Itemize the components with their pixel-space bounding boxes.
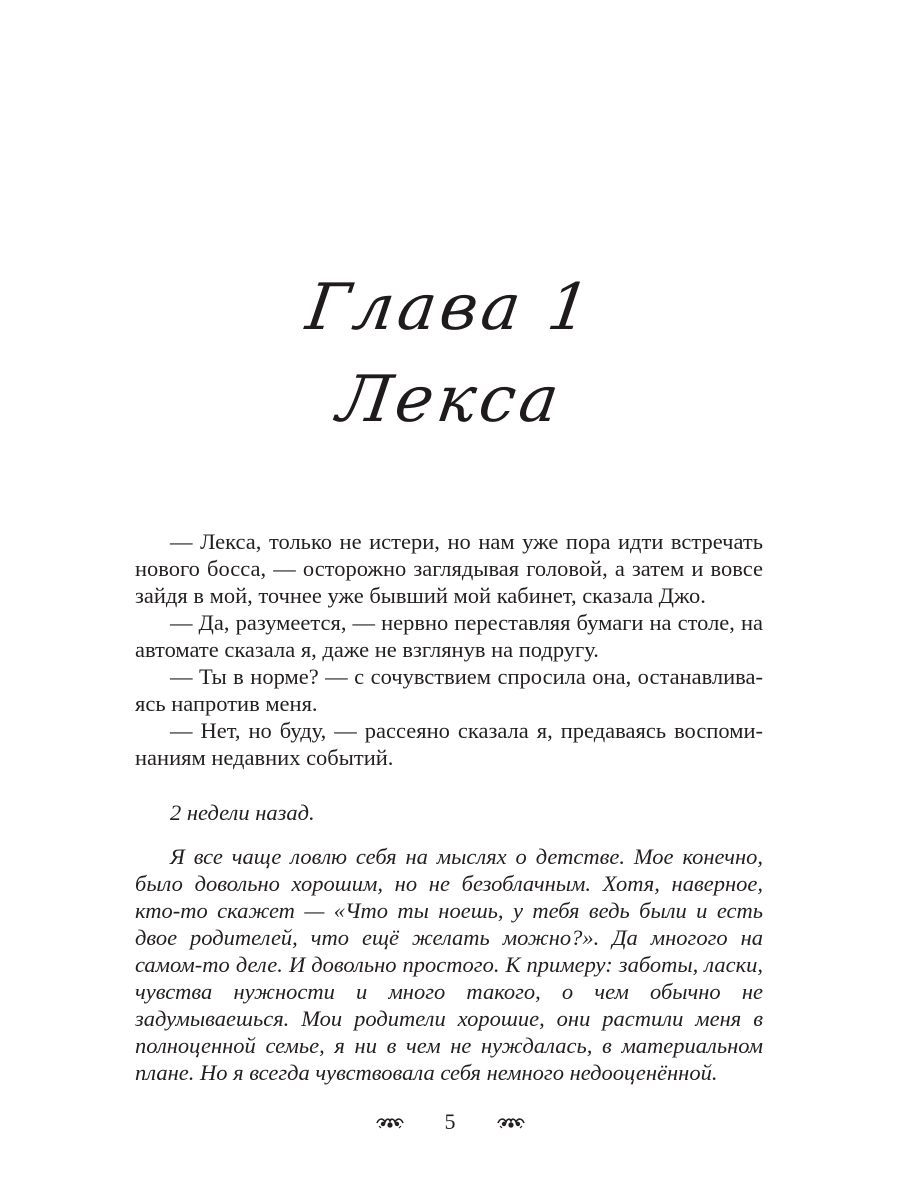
floral-ornament-icon <box>496 1114 526 1130</box>
flashback-label: 2 недели назад. <box>170 800 315 825</box>
dialogue-paragraph: — Да, разумеется, — нервно переставляя бумаги на столе, на автомате сказала я, даже не взглянув на подругу. <box>135 610 763 662</box>
page-footer <box>0 1110 900 1134</box>
dialogue-paragraph: — Ты в норме? — с сочувствием спросила она, останавливаясь напротив меня. <box>135 664 763 716</box>
floral-ornament-icon <box>375 1114 405 1130</box>
dialogue-paragraph: — Нет, но буду, — рассеяно сказала я, предаваясь воспоминаниям недавних событий. <box>135 718 763 770</box>
flashback-paragraph: Я все чаще ловлю себя на мыслях о детстве. Мое конечно, было довольно хорошим, но не безоблачным. Хотя, наверное, кто-то скажет — «Что ты ноешь, у тебя ведь были и есть двое родителей, что ещё желать можно?». Да многого на самом-то деле. И довольно простого. К примеру: заботы, ласки, чувства нужности и много такого, о чем обычно не задумываешься. Мои родители хорошие, они растили меня в полноценной семье, я ни в чем не нуждалась, в материальном плане. Но я всегда чувствовала себя немного недооценённой. <box>135 844 763 1085</box>
dialogue-block <box>135 528 763 771</box>
chapter-number: Глава 1 <box>301 271 599 345</box>
chapter-title: Лекса <box>333 363 567 437</box>
flashback-block <box>135 843 763 1086</box>
page-number: 5 <box>444 1109 456 1134</box>
dialogue-paragraph: — Лекса, только не истери, но нам уже пора идти встречать нового босса, — осторожно заглядывая головой, а затем и вовсе зайдя в мой, точнее уже бывший мой кабинет, сказала Джо. <box>135 529 763 608</box>
